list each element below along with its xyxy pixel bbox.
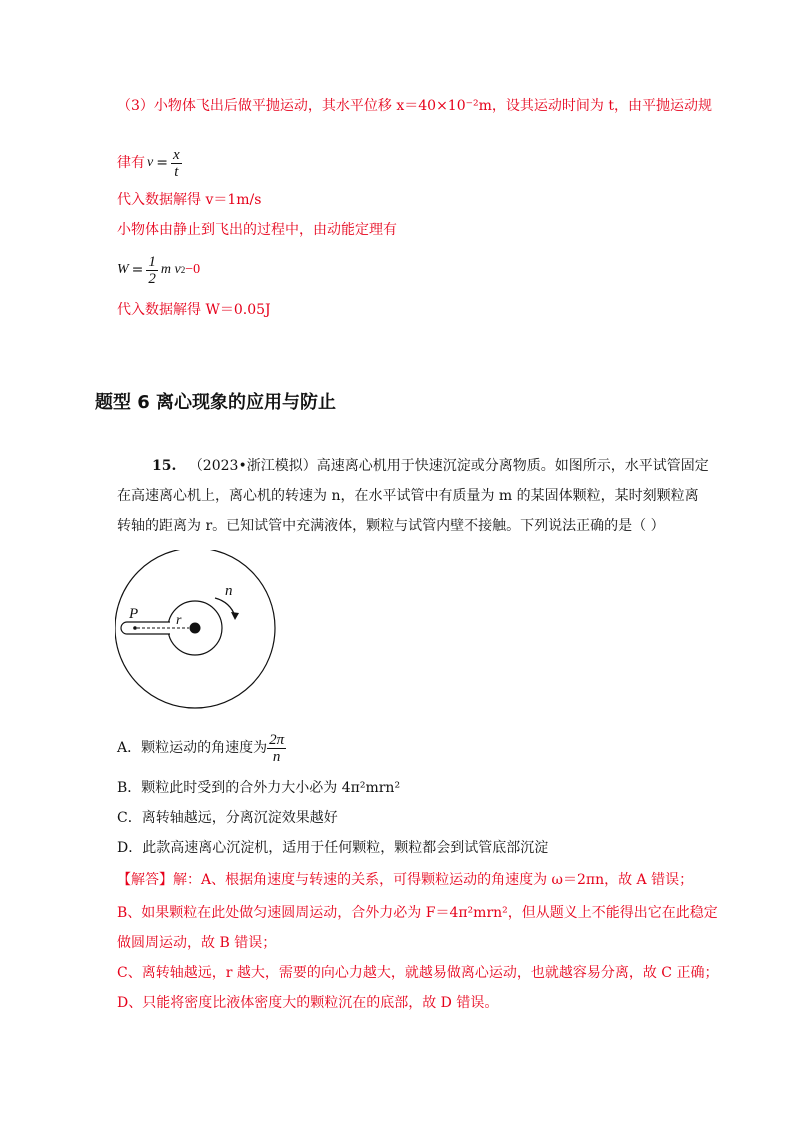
part3-eq1: 律有 v = $\frac{x}{t}$	[117, 146, 180, 180]
particle-dot	[133, 626, 137, 630]
label-p: P	[129, 606, 139, 622]
eq1-lhs: v	[147, 155, 154, 170]
answer-line4: C、离转轴越远，r 越大，需要的向心力越大，就越易做离心运动，也就越容易分离，故 C 正确；	[117, 965, 719, 981]
eq2-rest: m v	[160, 262, 181, 277]
eq2-denominator: 2	[148, 270, 156, 287]
rotation-axis	[190, 623, 201, 634]
question-number: 15.	[152, 458, 177, 474]
eq1-fraction	[171, 147, 182, 180]
option-a-fraction	[267, 732, 286, 765]
eq2-fraction	[146, 254, 158, 287]
question-line1	[152, 456, 709, 476]
eq1-denominator: t	[174, 163, 179, 180]
eq2-numerator: 1	[148, 253, 156, 270]
part3-line3: 代入数据解得 v＝1m/s	[117, 192, 262, 208]
answer-line1: 【解答】解：A、根据角速度与转速的关系，可得颗粒运动的角速度为 ω＝2πn，故 A 错误；	[117, 872, 694, 888]
label-r: r	[176, 613, 182, 628]
option-a-numerator: 2π	[269, 731, 285, 748]
answer-line5: D、只能将密度比液体密度大的颗粒沉在的底部，故 D 错误。	[117, 995, 499, 1011]
section-title: 题型 6 离心现象的应用与防止	[95, 392, 337, 413]
option-a	[117, 728, 286, 768]
option-b: B．颗粒此时受到的合外力大小必为 4π²mrn²	[117, 780, 401, 796]
eq2-tail: −0	[185, 262, 201, 277]
part3-line2-prefix: 律有	[117, 155, 145, 171]
question-text-line1: （2023•浙江模拟）高速离心机用于快速沉淀或分离物质。如图所示，水平试管固定	[188, 458, 709, 474]
answer-line2: B、如果颗粒在此处做匀速圆周运动，合外力必为 F＝4π²mrn²，但从题义上不能得出它在此稳定	[117, 905, 718, 921]
eq2-lhs: W	[117, 262, 129, 277]
option-d: D．此款高速离心沉淀机，适用于任何颗粒，颗粒都会到试管底部沉淀	[117, 840, 549, 856]
part3-line5: 代入数据解得 W＝0.05J	[117, 302, 271, 318]
eq1-numerator: x	[172, 146, 180, 163]
question-line3: 转轴的距离为 r。已知试管中充满液体，颗粒与试管内壁不接触。下列说法正确的是（ ）	[117, 518, 665, 534]
label-n: n	[225, 583, 233, 599]
option-c: C．离转轴越远，分离沉淀效果越好	[117, 810, 338, 826]
question-line2: 在高速离心机上，离心机的转速为 n，在水平试管中有质量为 m 的某固体颗粒，某时刻颗粒离	[117, 488, 699, 504]
centrifuge-figure	[115, 550, 285, 720]
option-a-denominator: n	[272, 748, 281, 765]
part3-line4: 小物体由静止到飞出的过程中，由动能定理有	[117, 222, 397, 238]
answer-line3: 做圆周运动，故 B 错误；	[117, 935, 277, 951]
option-a-text: A．颗粒运动的角速度为	[117, 740, 268, 756]
part3-line1: （3）小物体飞出后做平抛运动，其水平位移 x＝40×10⁻²m，设其运动时间为 t，由平抛运动规	[117, 98, 712, 114]
part3-eq2: W = $\frac{1}{2}$ m v 2 −0	[117, 253, 201, 287]
